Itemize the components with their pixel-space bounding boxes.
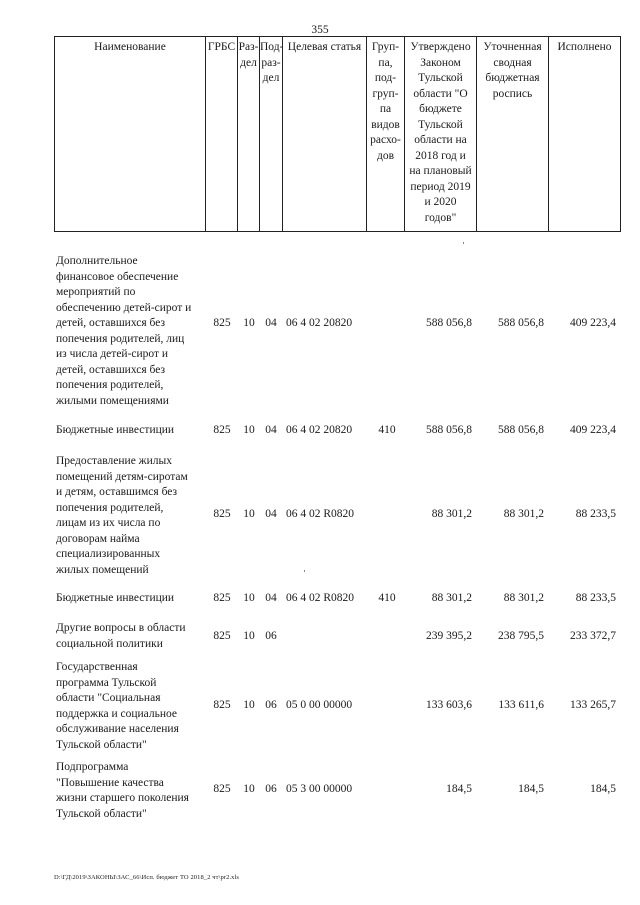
cell-grbs: 825 <box>213 424 231 436</box>
cell-executed: 133 265,7 <box>570 699 616 711</box>
cell-podrazdel: 04 <box>265 424 277 436</box>
row-name: Бюджетные инвестиции <box>56 592 175 604</box>
cell-grbs: 825 <box>213 592 231 604</box>
cell-approved: 184,5 <box>446 783 472 795</box>
cell-refined: 184,5 <box>518 783 544 795</box>
cell-group: 410 <box>378 592 396 604</box>
cell-approved: 88 301,2 <box>431 508 472 520</box>
cell-group: 410 <box>378 424 396 436</box>
scan-speck <box>304 570 305 572</box>
cell-approved: 88 301,2 <box>431 592 472 604</box>
cell-refined: 588 056,8 <box>498 424 544 436</box>
cell-executed: 233 372,7 <box>570 630 616 642</box>
cell-podrazdel: 04 <box>265 592 277 604</box>
header-cell-name: Наименование <box>55 37 206 231</box>
cell-razdel: 10 <box>243 783 255 795</box>
cell-grbs: 825 <box>213 508 231 520</box>
cell-target: 05 0 00 00000 <box>286 699 353 711</box>
cell-refined: 588 056,8 <box>498 317 544 329</box>
row-name: Бюджетные инвестиции <box>56 424 175 436</box>
cell-razdel: 10 <box>243 592 255 604</box>
table-row <box>0 591 640 609</box>
row-name: Предоставление жилых помещений детям-сиротам и детям, оставшимся без попечения родителей, лицам из их числа по договорам найма специализированных жилых помещений <box>56 455 188 576</box>
cell-grbs: 825 <box>213 783 231 795</box>
cell-podrazdel: 04 <box>265 508 277 520</box>
header-cell-podrazdel: Под- раз- дел <box>260 37 283 231</box>
cell-podrazdel: 06 <box>265 783 277 795</box>
table-row <box>0 760 640 824</box>
cell-grbs: 825 <box>213 317 231 329</box>
cell-executed: 88 233,5 <box>575 592 616 604</box>
cell-approved: 239 395,2 <box>426 630 472 642</box>
table-row <box>0 454 640 582</box>
table-row <box>0 254 640 414</box>
table-row <box>0 621 640 653</box>
cell-podrazdel: 06 <box>265 630 277 642</box>
cell-approved: 588 056,8 <box>426 317 472 329</box>
table-row <box>0 660 640 754</box>
cell-executed: 409 223,4 <box>570 317 616 329</box>
page-number: 355 <box>311 24 329 36</box>
header-cell-group: Груп- па, под- груп- па видов расхо- дов <box>367 37 405 231</box>
header-cell-target: Целевая статья <box>283 37 367 231</box>
cell-grbs: 825 <box>213 699 231 711</box>
cell-refined: 88 301,2 <box>503 592 544 604</box>
scan-speck <box>463 242 464 244</box>
table-row <box>0 423 640 441</box>
row-name: Другие вопросы в области социальной политики <box>56 622 186 650</box>
cell-executed: 409 223,4 <box>570 424 616 436</box>
cell-razdel: 10 <box>243 630 255 642</box>
header-cell-approved: Утверждено Законом Тульской области "О бюджете Тульской области на 2018 год и на плановый период 2019 и 2020 годов" <box>405 37 477 231</box>
header-cell-razdel: Раз- дел <box>238 37 260 231</box>
cell-target: 06 4 02 20820 <box>286 424 353 436</box>
cell-target: 06 4 02 20820 <box>286 317 353 329</box>
cell-approved: 588 056,8 <box>426 424 472 436</box>
cell-refined: 238 795,5 <box>498 630 544 642</box>
cell-refined: 88 301,2 <box>503 508 544 520</box>
cell-executed: 184,5 <box>590 783 616 795</box>
header-cell-refined: Уточненная сводная бюджетная роспись <box>477 37 549 231</box>
cell-grbs: 825 <box>213 630 231 642</box>
footer-file-path: D:\ГД\2019\ЗАКОНЫ\ЗАС_66\Исп. бюджет ТО 2018_2 чт\pr2.xls <box>54 874 240 881</box>
header-cell-grbs: ГРБС <box>206 37 238 231</box>
row-name: Дополнительное финансовое обеспечение мероприятий по обеспечению детей-сирот и детей, оставшихся без попечения родителей, лиц из числа детей-сирот и детей, оставшихся без попечения родителей, жилыми помещениями <box>56 255 192 407</box>
row-name: Подпрограмма "Повышение качества жизни старшего поколения Тульской области" <box>56 761 189 820</box>
cell-razdel: 10 <box>243 699 255 711</box>
cell-refined: 133 611,6 <box>498 699 544 711</box>
cell-approved: 133 603,6 <box>426 699 472 711</box>
cell-podrazdel: 04 <box>265 317 277 329</box>
cell-razdel: 10 <box>243 317 255 329</box>
cell-target: 06 4 02 R0820 <box>286 508 355 520</box>
cell-razdel: 10 <box>243 424 255 436</box>
cell-razdel: 10 <box>243 508 255 520</box>
cell-target: 06 4 02 R0820 <box>286 592 355 604</box>
header-cell-executed: Исполнено <box>549 37 621 231</box>
cell-target: 05 3 00 00000 <box>286 783 353 795</box>
cell-podrazdel: 06 <box>265 699 277 711</box>
cell-executed: 88 233,5 <box>575 508 616 520</box>
table-header <box>54 36 621 232</box>
row-name: Государственная программа Тульской области "Социальная поддержка и социальное обслуживание населения Тульской области" <box>56 661 179 751</box>
